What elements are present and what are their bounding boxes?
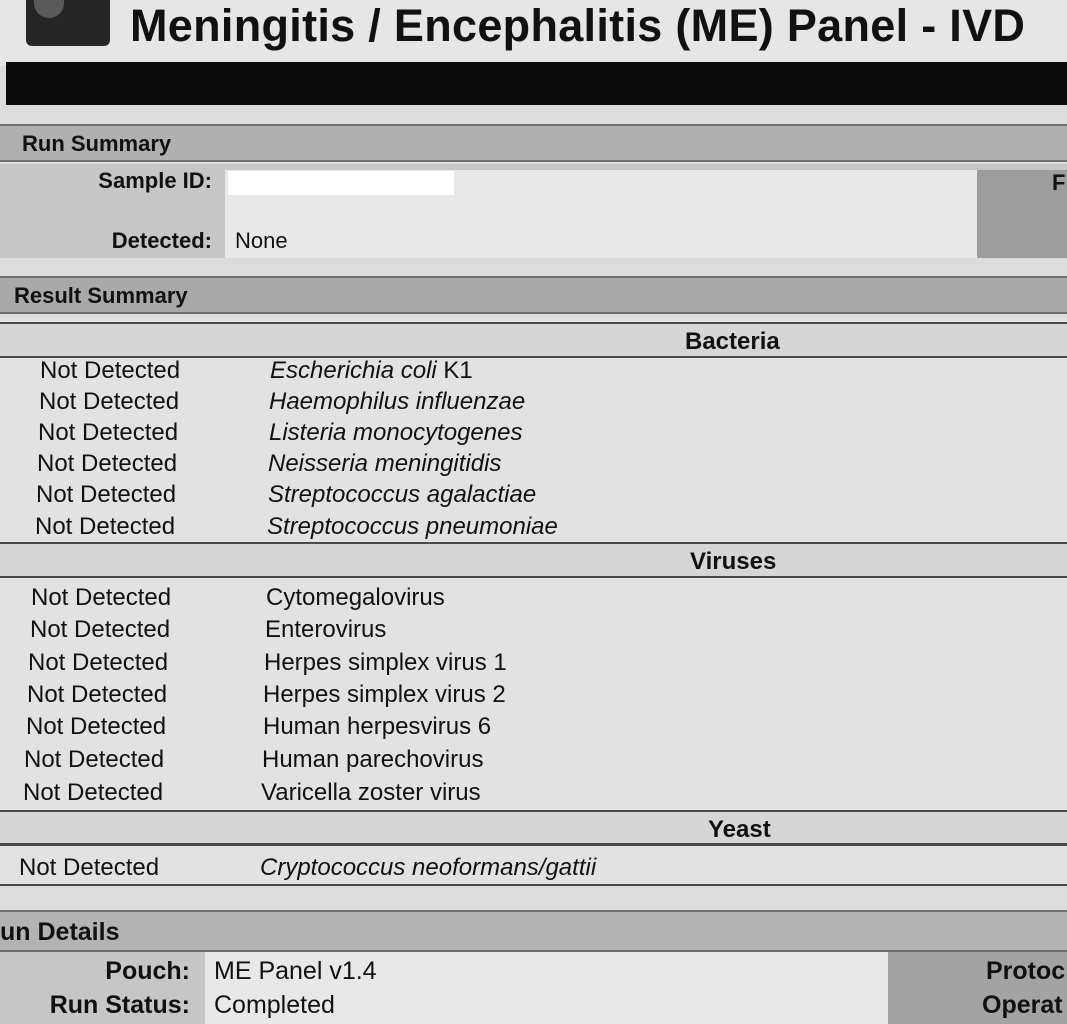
- run-details-header: [0, 910, 1067, 952]
- organism-name: Streptococcus agalactiae: [268, 481, 537, 508]
- logo: [26, 0, 110, 46]
- organism-name: Cytomegalovirus: [266, 584, 445, 611]
- result-status: Not Detected: [19, 854, 160, 881]
- run-summary-header: [0, 124, 1067, 162]
- organism-name: Varicella zoster virus: [261, 779, 481, 806]
- result-status: Not Detected: [23, 779, 164, 806]
- organism-name: Cryptococcus neoformans/gattii: [260, 854, 597, 881]
- category-header-yeast: [0, 810, 1067, 846]
- category-title: Viruses: [690, 548, 777, 575]
- organism-name: Haemophilus influenzae: [269, 388, 526, 415]
- result-status: Not Detected: [37, 450, 178, 477]
- run-details-panel: [0, 952, 1067, 1024]
- pouch-value: ME Panel v1.4: [214, 957, 377, 985]
- sample-id-redaction: [228, 171, 454, 195]
- result-row: [35, 512, 935, 542]
- result-status: Not Detected: [40, 357, 181, 384]
- run-summary-panel: [0, 164, 1067, 258]
- pouch-label: Pouch:: [105, 957, 190, 985]
- run-details-title: un Details: [0, 918, 120, 946]
- result-row: [27, 680, 927, 710]
- result-status: Not Detected: [36, 481, 177, 508]
- result-summary-panel: [0, 318, 1067, 886]
- result-summary-title: Result Summary: [14, 283, 188, 308]
- category-title: Yeast: [708, 816, 771, 843]
- organism-name: Streptococcus pneumoniae: [267, 513, 558, 540]
- header-bar: [6, 62, 1067, 105]
- result-row: [38, 418, 938, 448]
- report-header: [0, 0, 1067, 66]
- detected-label: Detected:: [111, 228, 212, 253]
- result-status: Not Detected: [27, 681, 168, 708]
- organism-name: Human herpesvirus 6: [263, 713, 492, 740]
- result-row: [39, 387, 939, 417]
- logo-mark: [34, 0, 64, 18]
- run-status-value: Completed: [214, 991, 335, 1019]
- run-status-label: Run Status:: [49, 991, 190, 1019]
- operator-label-fragment: Operat: [982, 991, 1063, 1019]
- result-row: [28, 648, 928, 678]
- result-row: [36, 480, 936, 510]
- run-summary-title: Run Summary: [22, 131, 172, 156]
- result-status: Not Detected: [31, 584, 172, 611]
- result-status: Not Detected: [28, 649, 169, 676]
- run-summary-right-fragment: F: [1052, 170, 1066, 195]
- result-row: [24, 745, 924, 775]
- sample-id-label: Sample ID:: [98, 168, 212, 193]
- result-row: [40, 356, 940, 386]
- page-title: Meningitis / Encephalitis (ME) Panel - IVD: [130, 0, 1026, 51]
- result-status: Not Detected: [24, 746, 165, 773]
- organism-name: Herpes simplex virus 2: [263, 681, 506, 708]
- result-row: [23, 778, 923, 808]
- result-status: Not Detected: [38, 419, 179, 446]
- result-status: Not Detected: [26, 713, 167, 740]
- result-status: Not Detected: [39, 388, 180, 415]
- organism-name: Human parechovirus: [262, 746, 484, 773]
- category-header-viruses: [0, 542, 1067, 578]
- result-summary-header: [0, 276, 1067, 314]
- result-row: [19, 853, 919, 883]
- result-status: Not Detected: [30, 616, 171, 643]
- protocol-label-fragment: Protoc: [986, 957, 1066, 985]
- detected-value: None: [235, 228, 288, 253]
- organism-name: Escherichia coli K1: [270, 357, 473, 384]
- organism-name: Enterovirus: [265, 616, 387, 643]
- category-header-bacteria: [0, 322, 1067, 358]
- result-row: [30, 615, 930, 645]
- result-row: [37, 449, 937, 479]
- result-status: Not Detected: [35, 513, 176, 540]
- organism-name: Neisseria meningitidis: [268, 450, 502, 477]
- result-row: [31, 583, 931, 613]
- section-divider: [0, 884, 1067, 886]
- category-title: Bacteria: [685, 328, 780, 355]
- organism-name: Listeria monocytogenes: [269, 419, 523, 446]
- result-row: [26, 712, 926, 742]
- organism-name: Herpes simplex virus 1: [264, 649, 507, 676]
